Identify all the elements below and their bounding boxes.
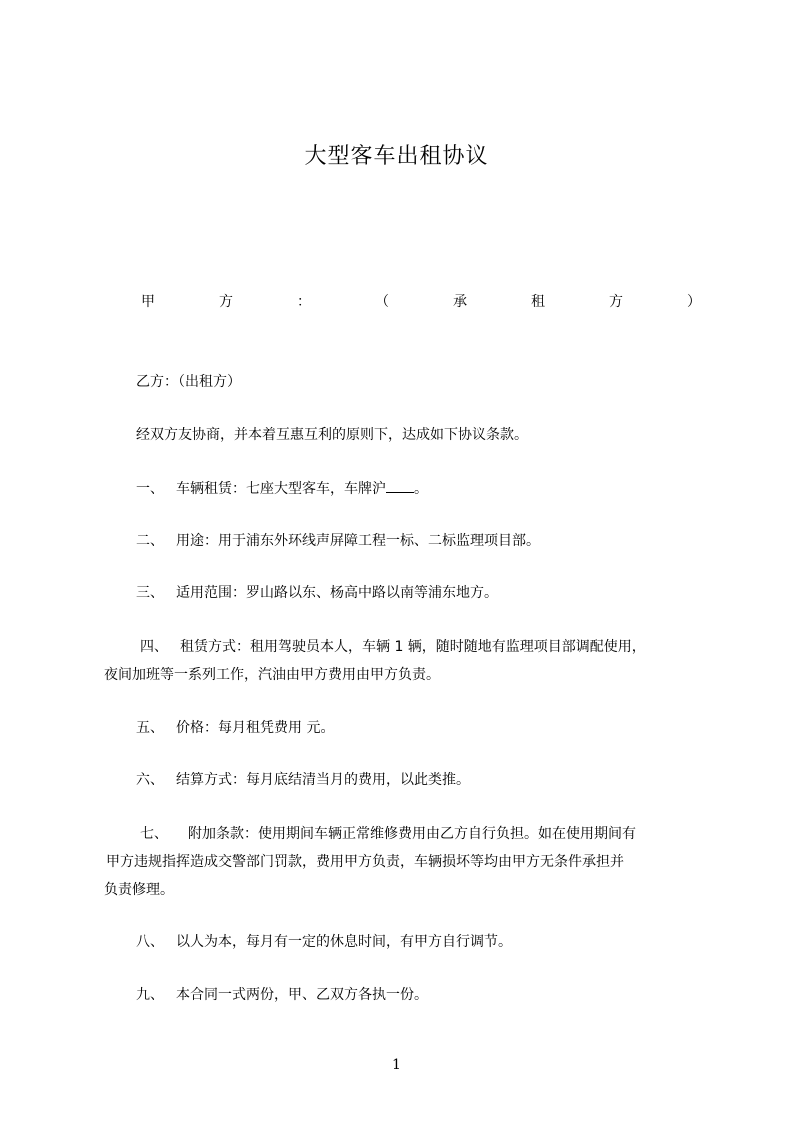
party-a-char: 租: [531, 294, 545, 310]
clause-7-line-2: 甲方违规指挥造成交警部门罚款，费用甲方负责，车辆损坏等均由甲方无条件承担并: [106, 854, 624, 870]
clause-text: 价格：每月租凭费用 元。: [176, 720, 335, 736]
clause-number: 八、: [136, 934, 164, 950]
clause-number: 三、: [136, 585, 164, 601]
clause-text: 本合同一式两份，甲、乙双方各执一份。: [176, 987, 428, 1003]
party-a-char: 承: [453, 294, 467, 310]
clause-number: 四、: [140, 639, 168, 655]
clause-number: 五、: [136, 720, 164, 736]
clause-text: 适用范围：罗山路以东、杨高中路以南等浦东地方。: [176, 585, 498, 601]
party-a-char: 方: [219, 294, 233, 310]
party-a-char: ）: [687, 294, 701, 310]
clause-7-line-1: [140, 820, 636, 848]
clause-suffix: 。: [414, 481, 428, 497]
clause-number: 一、: [136, 481, 164, 497]
clause-7-line-3: 负责修理。: [104, 882, 174, 898]
clause-6: [136, 766, 470, 794]
clause-1: [136, 475, 428, 503]
clause-text: 以人为本，每月有一定的休息时间，有甲方自行调节。: [176, 934, 512, 950]
clause-text: 车辆租赁：七座大型客车，车牌沪: [176, 481, 386, 497]
plate-blank-line: [386, 478, 414, 493]
party-a-char: 甲: [141, 294, 155, 310]
clause-text: 用途：用于浦东外环线声屏障工程一标、二标监理项目部。: [176, 533, 540, 549]
party-a-line: [141, 292, 701, 312]
clause-4-line-1: [140, 633, 646, 661]
party-a-char: ：: [297, 294, 311, 310]
clause-number: 二、: [136, 533, 164, 549]
clause-3: [136, 579, 498, 607]
clause-9: [136, 981, 428, 1009]
document-title: 大型客车出租协议: [304, 144, 489, 169]
clause-number: 九、: [136, 987, 164, 1003]
clause-2: [136, 527, 540, 555]
clause-5: [136, 714, 334, 742]
party-b-line: 乙方：（出租方）: [136, 374, 241, 390]
page-number: 1: [392, 1057, 401, 1073]
party-a-char: （: [375, 294, 389, 310]
intro-paragraph: 经双方友协商，并本着互惠互利的原则下，达成如下协议条款。: [136, 427, 528, 443]
clause-number: 七、: [140, 826, 168, 842]
clause-4-line-2: 夜间加班等一系列工作，汽油由甲方费用由甲方负责。: [104, 667, 440, 683]
clause-text: 附加条款：使用期间车辆正常维修费用由乙方自行负担。如在使用期间有: [188, 826, 636, 842]
clause-number: 六、: [136, 772, 164, 788]
clause-text: 结算方式：每月底结清当月的费用，以此类推。: [176, 772, 470, 788]
clause-text: 租赁方式：租用驾驶员本人，车辆 1 辆，随时随地有监理项目部调配使用，: [180, 639, 646, 655]
party-a-char: 方: [609, 294, 623, 310]
clause-8: [136, 928, 512, 956]
